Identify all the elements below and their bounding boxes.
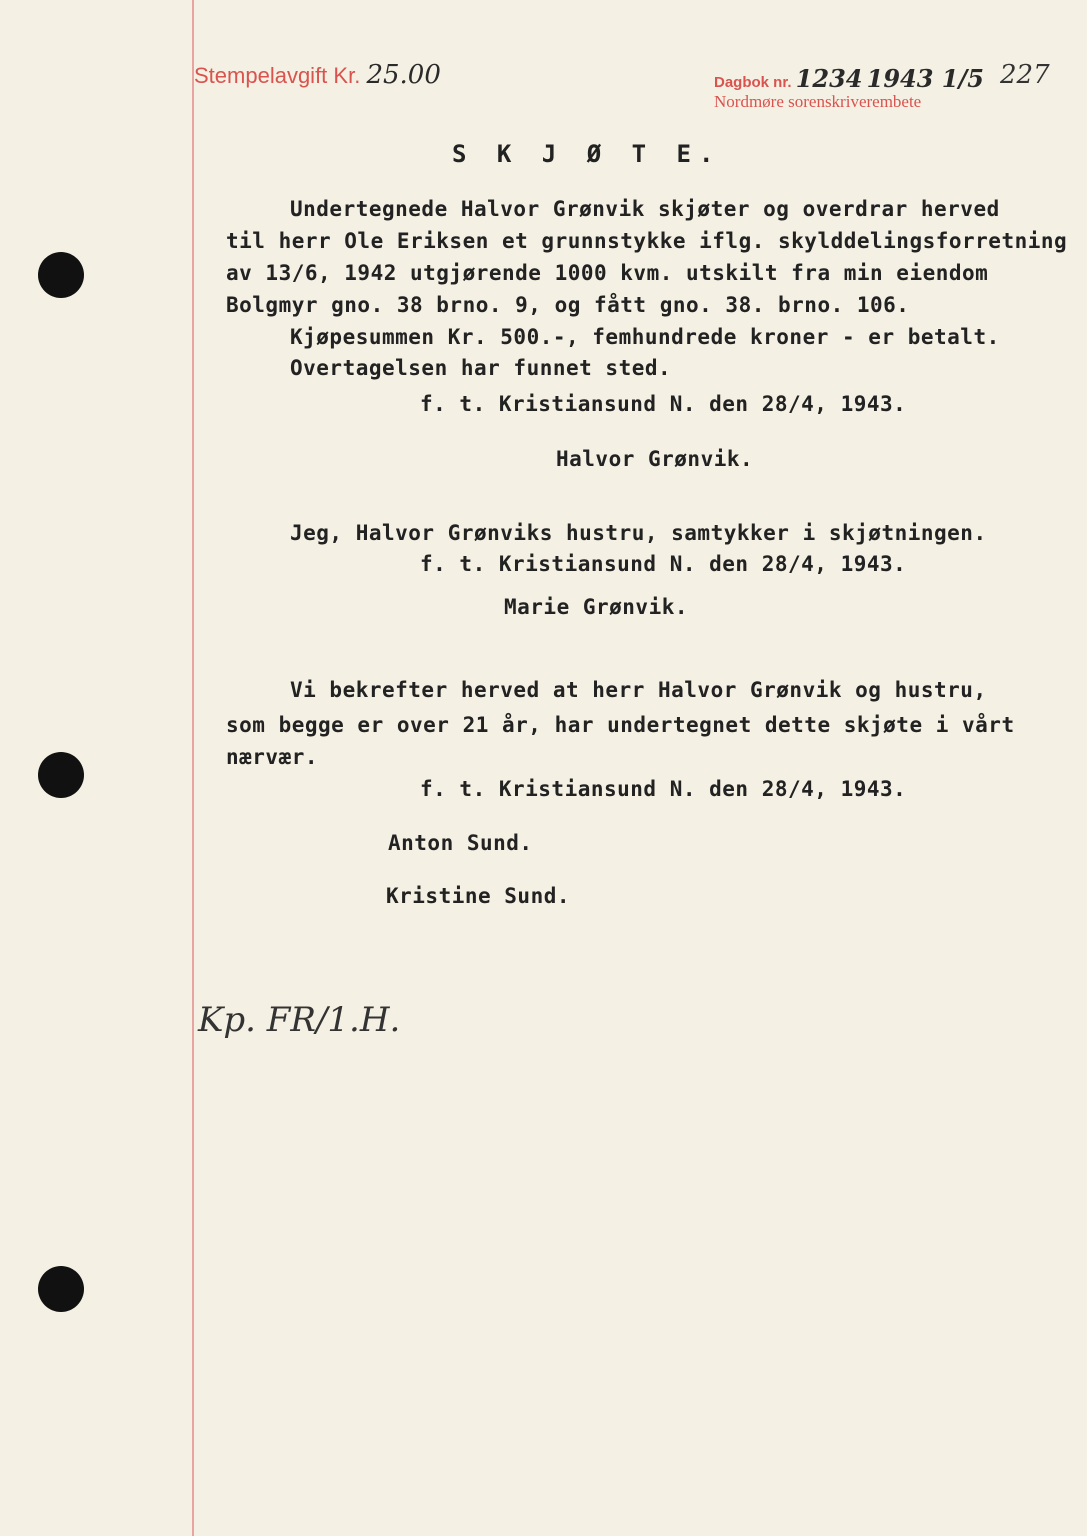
handwritten-note: Kp. FR/1.H. [198,1000,401,1040]
body-line: Kjøpesummen Kr. 500.-, femhundrede kroner - er betalt. [290,325,1000,349]
consent-line: Jeg, Halvor Grønviks hustru, samtykker i skjøtningen. [290,521,987,545]
body-line: Undertegnede Halvor Grønvik skjøter og overdrar herved [290,197,1000,221]
witness-signature: Anton Sund. [388,831,533,855]
punch-hole-icon [38,252,84,298]
margin-line [192,0,194,1536]
diary-number: 1234 [795,64,863,93]
stamp-fee [194,60,441,90]
witness-line: nærvær. [226,745,319,769]
diary-label: Dagbok nr. [714,74,792,91]
signature-line: Marie Grønvik. [504,595,689,619]
document-title: S K J Ø T E. [452,140,722,168]
witness-line: Vi bekrefter herved at herr Halvor Grønvik og hustru, [290,678,987,702]
punch-hole-icon [38,752,84,798]
place-date-line: f. t. Kristiansund N. den 28/4, 1943. [420,552,907,576]
place-date-line: f. t. Kristiansund N. den 28/4, 1943. [420,392,907,416]
diary-stamp [714,64,984,93]
place-date-line: f. t. Kristiansund N. den 28/4, 1943. [420,777,907,801]
page-number: 227 [1000,60,1050,90]
office-stamp: Nordmøre sorenskriverembete [714,92,922,111]
witness-line: som begge er over 21 år, har undertegnet dette skjøte i vårt [226,713,1015,737]
signature-line: Halvor Grønvik. [556,447,754,471]
body-line: Overtagelsen har funnet sted. [290,356,672,380]
body-line: til herr Ole Eriksen et grunnstykke iflg. skylddelingsforretning [226,229,1068,253]
stamp-fee-amount: 25.00 [366,60,441,90]
punch-hole-icon [38,1266,84,1312]
body-line: Bolgmyr gno. 38 brno. 9, og fått gno. 38. brno. 106. [226,293,910,317]
body-line: av 13/6, 1942 utgjørende 1000 kvm. utskilt fra min eiendom [226,261,989,285]
stamp-fee-label: Stempelavgift Kr. [194,63,361,88]
witness-signature: Kristine Sund. [386,884,571,908]
diary-year-date: 1943 1/5 [866,64,984,93]
